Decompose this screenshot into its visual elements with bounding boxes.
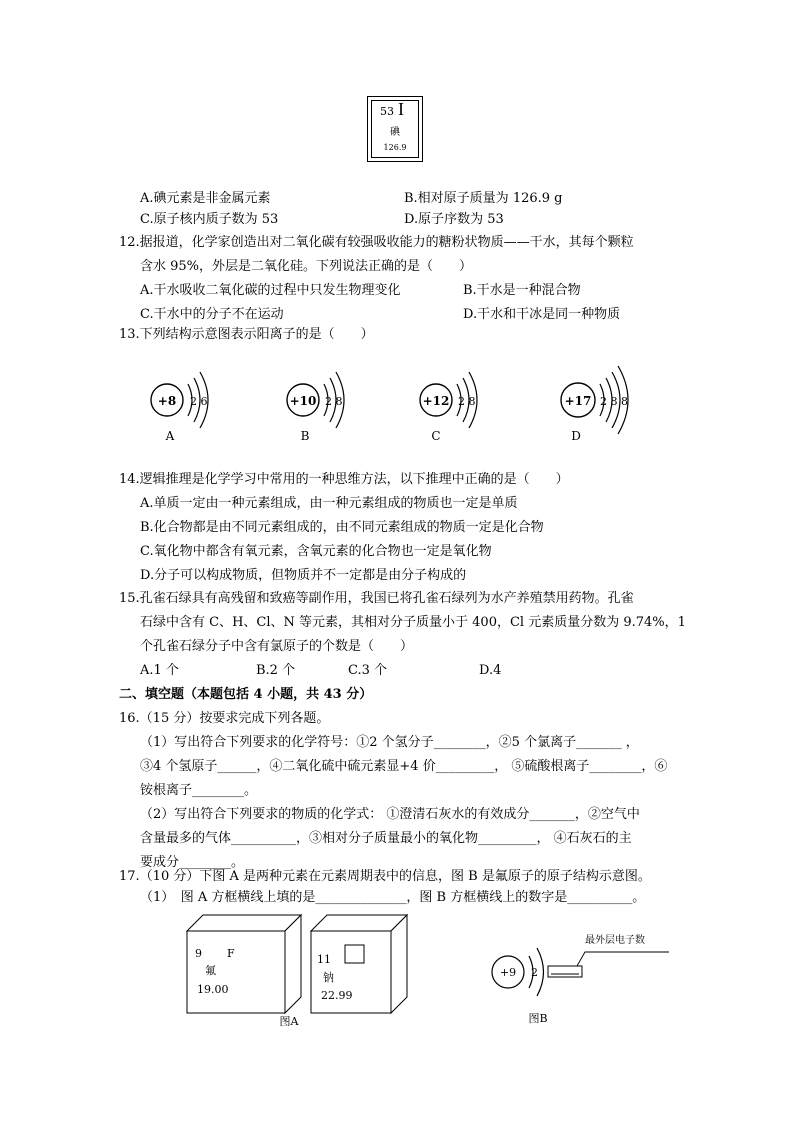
iodine-name: 碘 xyxy=(390,127,400,138)
q12-option-b: B.干水是一种混合物 xyxy=(463,283,581,298)
fluorine-number: 9 xyxy=(195,947,202,960)
ion-diagram-c xyxy=(420,372,477,443)
figure-b-answer-box xyxy=(548,966,582,977)
ion-diagram-b xyxy=(287,372,344,443)
ion-d-label: D xyxy=(571,429,581,443)
q14-option-a: A.单质一定由一种元素组成，由一种元素组成的物质也一定是单质 xyxy=(140,496,518,511)
q14-option-d: D.分子可以构成物质，但物质并不一定都是由分子构成的 xyxy=(140,568,467,583)
q12-stem-line1: 12.据报道，化学家创造出对二氧化碳有较强吸收能力的糖粉状物质——干水，其每个颗粒 xyxy=(119,235,634,250)
iodine-element-tile xyxy=(367,96,423,162)
q15-option-d: D.4 xyxy=(479,663,502,678)
figure-b-nucleus: +9 xyxy=(499,966,517,979)
q11-option-d: D.原子序数为 53 xyxy=(404,212,504,227)
q15-stem-line1: 15.孔雀石绿具有高残留和致癌等副作用，我国已将孔雀石绿列为水产养殖禁用药物。孔雀 xyxy=(119,591,634,606)
ion-diagram-a xyxy=(151,372,208,443)
ion-a-shells: 2 6 xyxy=(190,395,208,408)
fluorine-element-box xyxy=(187,915,301,1013)
q15-option-a: A.1 个 xyxy=(140,663,179,678)
q17-stem: 17.（10 分）下图 A 是两种元素在元素周期表中的信息，图 B 是氟原子的原子结构示意图。 xyxy=(119,869,651,884)
ion-c-shells: 2 8 xyxy=(458,395,476,408)
q16-part1-line3: 铵根离子________。 xyxy=(140,783,258,798)
q16-part2-line1: （2）写出符合下列要求的物质的化学式： ①澄清石灰水的有效成分_______，②空气中 xyxy=(140,807,640,822)
q15-option-c: C.3 个 xyxy=(348,663,388,678)
ion-a-label: A xyxy=(165,429,175,443)
figure-a-label: 图A xyxy=(279,1015,299,1028)
sodium-name: 钠 xyxy=(323,971,334,984)
iodine-atomic-mass: 126.9 xyxy=(383,143,407,152)
q11-option-b: B.相对原子质量为 126.9 g xyxy=(404,191,563,206)
fluorine-mass: 19.00 xyxy=(197,983,229,996)
section-2-heading: 二、填空题（本题包括 4 小题，共 43 分） xyxy=(119,687,373,702)
q15-option-b: B.2 个 xyxy=(256,663,296,678)
ion-c-label: C xyxy=(431,429,441,443)
figure-b-inner-shell: 2 xyxy=(531,966,538,979)
sodium-element-box xyxy=(311,915,407,1013)
figure-b-callout: 最外层电子数 xyxy=(585,935,645,946)
q16-stem: 16.（15 分）按要求完成下列各题。 xyxy=(119,711,330,726)
ion-c-nucleus: +12 xyxy=(422,394,450,408)
iodine-atomic-number: 53 xyxy=(380,105,394,118)
q12-option-a: A.干水吸收二氧化碳的过程中只发生物理变化 xyxy=(140,283,401,298)
q16-part2-line2: 含量最多的气体__________，③相对分子质量最小的氧化物_________， ④石灰石的主 xyxy=(140,831,632,846)
figure-a xyxy=(185,913,415,1028)
figure-b xyxy=(485,928,685,1028)
ion-b-nucleus: +10 xyxy=(289,394,317,408)
ion-b-shells: 2 8 xyxy=(325,395,343,408)
sodium-number: 11 xyxy=(317,953,331,966)
q12-option-c: C.干水中的分子不在运动 xyxy=(140,307,284,322)
ion-a-nucleus: +8 xyxy=(157,394,177,408)
q15-stem-line3: 个孔雀石绿分子中含有氯原子的个数是（ ） xyxy=(140,639,414,654)
figure-b-label: 图B xyxy=(528,1012,548,1025)
q12-option-d: D.干水和干冰是同一种物质 xyxy=(463,307,621,322)
ion-d-shells: 2 8 8 xyxy=(600,395,628,408)
ion-d-nucleus: +17 xyxy=(564,394,592,408)
q17-part1: （1） 图 A 方框横线上填的是______________，图 B 方框横线上的数字是__________。 xyxy=(140,890,646,905)
iodine-symbol: I xyxy=(398,99,404,119)
q13-stem: 13.下列结构示意图表示阳离子的是（ ） xyxy=(119,327,374,342)
q12-stem-line2: 含水 95%，外层是二氧化硅。下列说法正确的是（ ） xyxy=(140,259,473,274)
q14-option-b: B.化合物都是由不同元素组成的，由不同元素组成的物质一定是化合物 xyxy=(140,520,544,535)
sodium-mass: 22.99 xyxy=(321,989,353,1002)
q14-stem: 14.逻辑推理是化学学习中常用的一种思维方法，以下推理中正确的是（ ） xyxy=(119,472,569,487)
fluorine-symbol: F xyxy=(227,947,235,960)
q15-stem-line2: 石绿中含有 C、H、Cl、N 等元素，其相对分子质量小于 400，Cl 元素质量分数为 9.74%，1 xyxy=(140,615,686,630)
q16-part2-line3: 要成分________。 xyxy=(140,855,245,870)
q14-option-c: C.氧化物中都含有氧元素，含氧元素的化合物也一定是氧化物 xyxy=(140,544,492,559)
q11-option-a: A.碘元素是非金属元素 xyxy=(140,191,271,206)
q16-part1-line1: （1）写出符合下列要求的化学符号：①2 个氢分子________，②5 个氯离子_______ ， xyxy=(140,735,639,750)
q11-option-c: C.原子核内质子数为 53 xyxy=(140,212,279,227)
q13-ion-diagrams xyxy=(130,362,690,452)
sodium-symbol-blank xyxy=(345,945,364,963)
q16-part1-line2: ③4 个氢原子______，④二氧化硫中硫元素显+4 价_________， ⑤硫酸根离子________，⑥ xyxy=(140,759,668,774)
fluorine-name: 氟 xyxy=(205,964,216,977)
ion-b-label: B xyxy=(300,429,310,443)
ion-diagram-d xyxy=(561,366,628,443)
